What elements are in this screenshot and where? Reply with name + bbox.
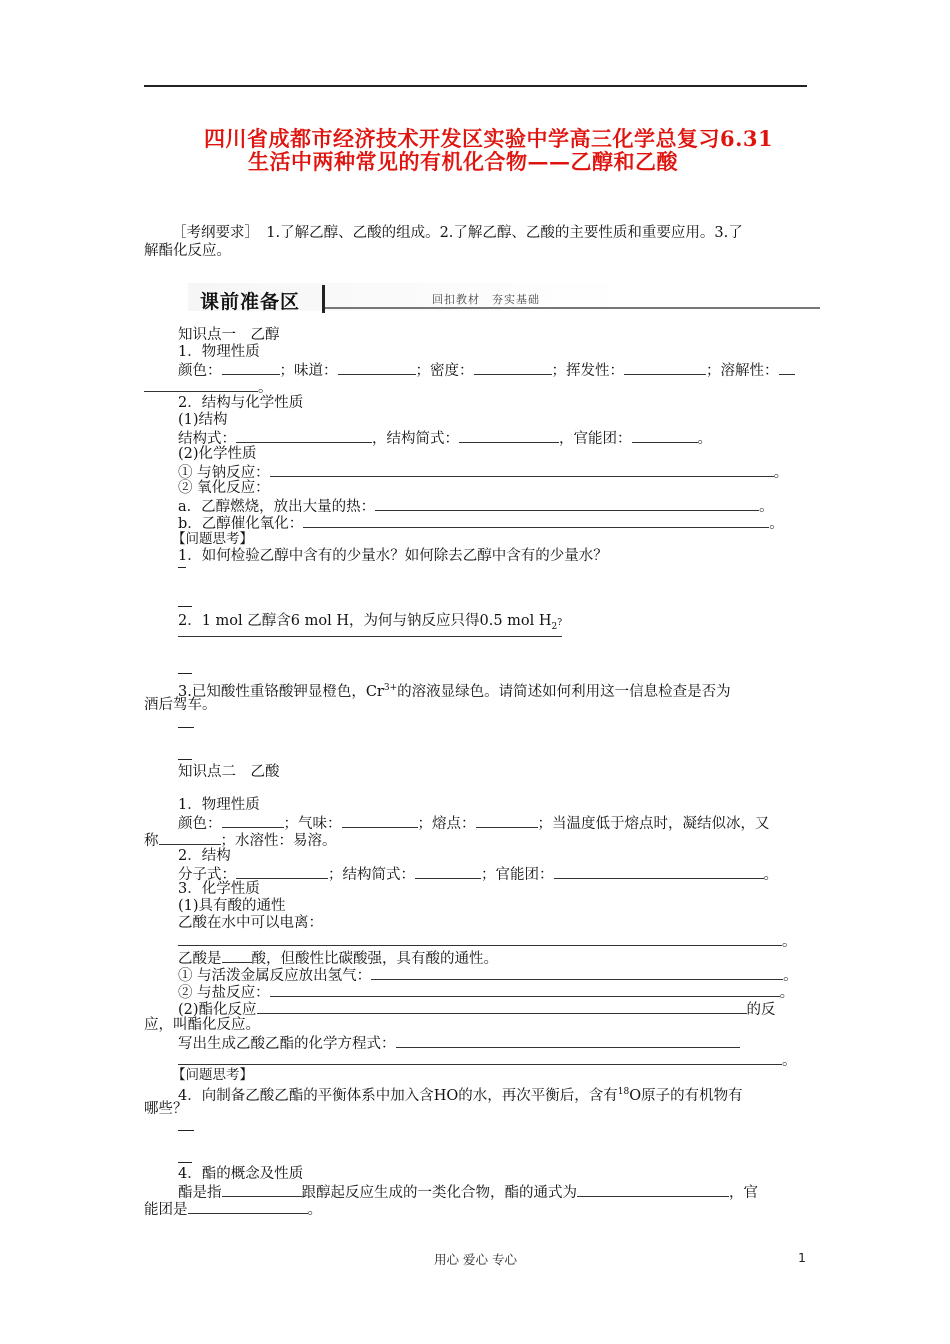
k2-chem-properties: 3．化学性质 xyxy=(178,881,260,897)
exam-requirements-line1: ［考纲要求］ 1.了解乙醇、乙酸的组成。2.了解乙醇、乙酸的主要性质和重要应用。3.了 xyxy=(172,225,743,241)
k1-burning: a．乙醇燃烧，放出大量的热： 。 xyxy=(178,499,774,515)
k3-heading: 4．酯的概念及性质 xyxy=(178,1166,304,1182)
banner-title: 课前准备区 xyxy=(200,291,301,313)
exam-requirements-line2: 解酯化反应。 xyxy=(144,243,231,259)
k1-physical-properties: 1．物理性质 xyxy=(178,344,260,360)
section-banner xyxy=(188,283,820,313)
k1-physical-line: 颜色： ；味道： ；密度： ；挥发性： ；溶解性： xyxy=(178,361,795,380)
k1-structure: (1)结构 xyxy=(178,412,228,428)
answer-dash xyxy=(178,673,192,674)
think2-q4-line2: 哪些？ xyxy=(144,1101,188,1117)
k2-physical-line2: 称 ；水溶性：易溶。 xyxy=(144,833,337,849)
k2-structure-line: 分子式： ；结构简式： ；官能团： 。 xyxy=(178,867,778,883)
k2-ionization: 乙酸在水中可以电离： xyxy=(178,915,323,931)
k1-oxidation: ② 氧化反应： xyxy=(178,480,270,496)
k2-acid-is: 乙酸是 酸，但酸性比碳酸强，具有酸的通性。 xyxy=(178,951,498,967)
k3-definition-line2: 能团是 。 xyxy=(144,1202,322,1218)
answer-dash xyxy=(178,606,192,607)
k3-definition: 酯是指 跟醇起反应生成的一类化合物，酯的通式为 ，官 xyxy=(178,1185,758,1201)
think1-q3-line2: 酒后驾车。 xyxy=(144,697,217,713)
k2-salt-reaction: ② 与盐反应： 。 xyxy=(178,985,795,1001)
header-rule xyxy=(144,85,807,87)
k2-metal-reaction: ① 与活泼金属反应放出氢气： 。 xyxy=(178,968,798,984)
page-number: 1 xyxy=(798,1250,806,1265)
think1-q2: 2．1 mol 乙醇含6 mol H，为何与钠反应只得0.5 mol $H_2$? xyxy=(178,613,562,637)
answer-dash xyxy=(178,567,186,568)
k1-physical-line2: 。 xyxy=(144,378,273,397)
k1-sodium-reaction: ① 与钠反应： 。 xyxy=(178,465,789,481)
answer-dash xyxy=(178,759,192,760)
k1-structure-chem: 2．结构与化学性质 xyxy=(178,395,304,411)
think2-q4-line1: 4．向制备乙酸乙酯的平衡体系中加入含HO的水，再次平衡后，含有$^{18}$O原子的有机物有 xyxy=(178,1087,743,1104)
k2-heading: 知识点二 乙酸 xyxy=(178,764,280,780)
document-title-line1: 四川省成都市经济技术开发区实验中学高三化学总复习6.31 xyxy=(204,126,774,151)
k1-structure-line: 结构式： ，结构简式： ，官能团： 。 xyxy=(178,431,712,447)
think1-header: 【问题思考】 xyxy=(172,531,253,547)
footer-motto: 用心 爱心 专心 xyxy=(434,1252,517,1267)
k1-catalytic: b．乙醇催化氧化： 。 xyxy=(178,516,784,532)
answer-dash xyxy=(178,727,194,728)
answer-dash xyxy=(178,1162,192,1163)
k2-ionization-blank: 。 xyxy=(178,932,797,951)
k2-structure: 2．结构 xyxy=(178,848,231,864)
think1-q1: 1．如何检验乙醇中含有的少量水？如何除去乙醇中含有的少量水？ xyxy=(178,548,608,564)
k1-chem-properties: (2)化学性质 xyxy=(178,446,257,462)
k1-heading: 知识点一 乙醇 xyxy=(178,327,280,343)
k2-esterification: (2)酯化反应 的反 xyxy=(178,1002,776,1018)
think2-header: 【问题思考】 xyxy=(172,1067,253,1083)
k2-physical-properties: 1．物理性质 xyxy=(178,797,260,813)
banner-subtitle: 回扣教材 夯实基础 xyxy=(432,293,540,306)
k2-write-equation: 写出生成乙酸乙酯的化学方程式： xyxy=(178,1034,740,1053)
k2-esterification-line2: 应，叫酯化反应。 xyxy=(144,1017,260,1033)
think1-q3-line1: 3.已知酸性重铬酸钾显橙色，$Cr^{3+}$的溶液显绿色。请简述如何利用这一信息检查是否为 xyxy=(178,683,731,700)
k2-acid-general: (1)具有酸的通性 xyxy=(178,898,286,914)
document-title-line2: 生活中两种常见的有机化合物——乙醇和乙酸 xyxy=(248,149,678,174)
k2-physical-line: 颜色： ；气味： ；熔点： ；当温度低于熔点时，凝结似冰，又 xyxy=(178,816,770,832)
banner-underline xyxy=(325,307,820,309)
k2-equation-blank: 。 xyxy=(178,1051,797,1070)
answer-dash xyxy=(178,1130,194,1131)
